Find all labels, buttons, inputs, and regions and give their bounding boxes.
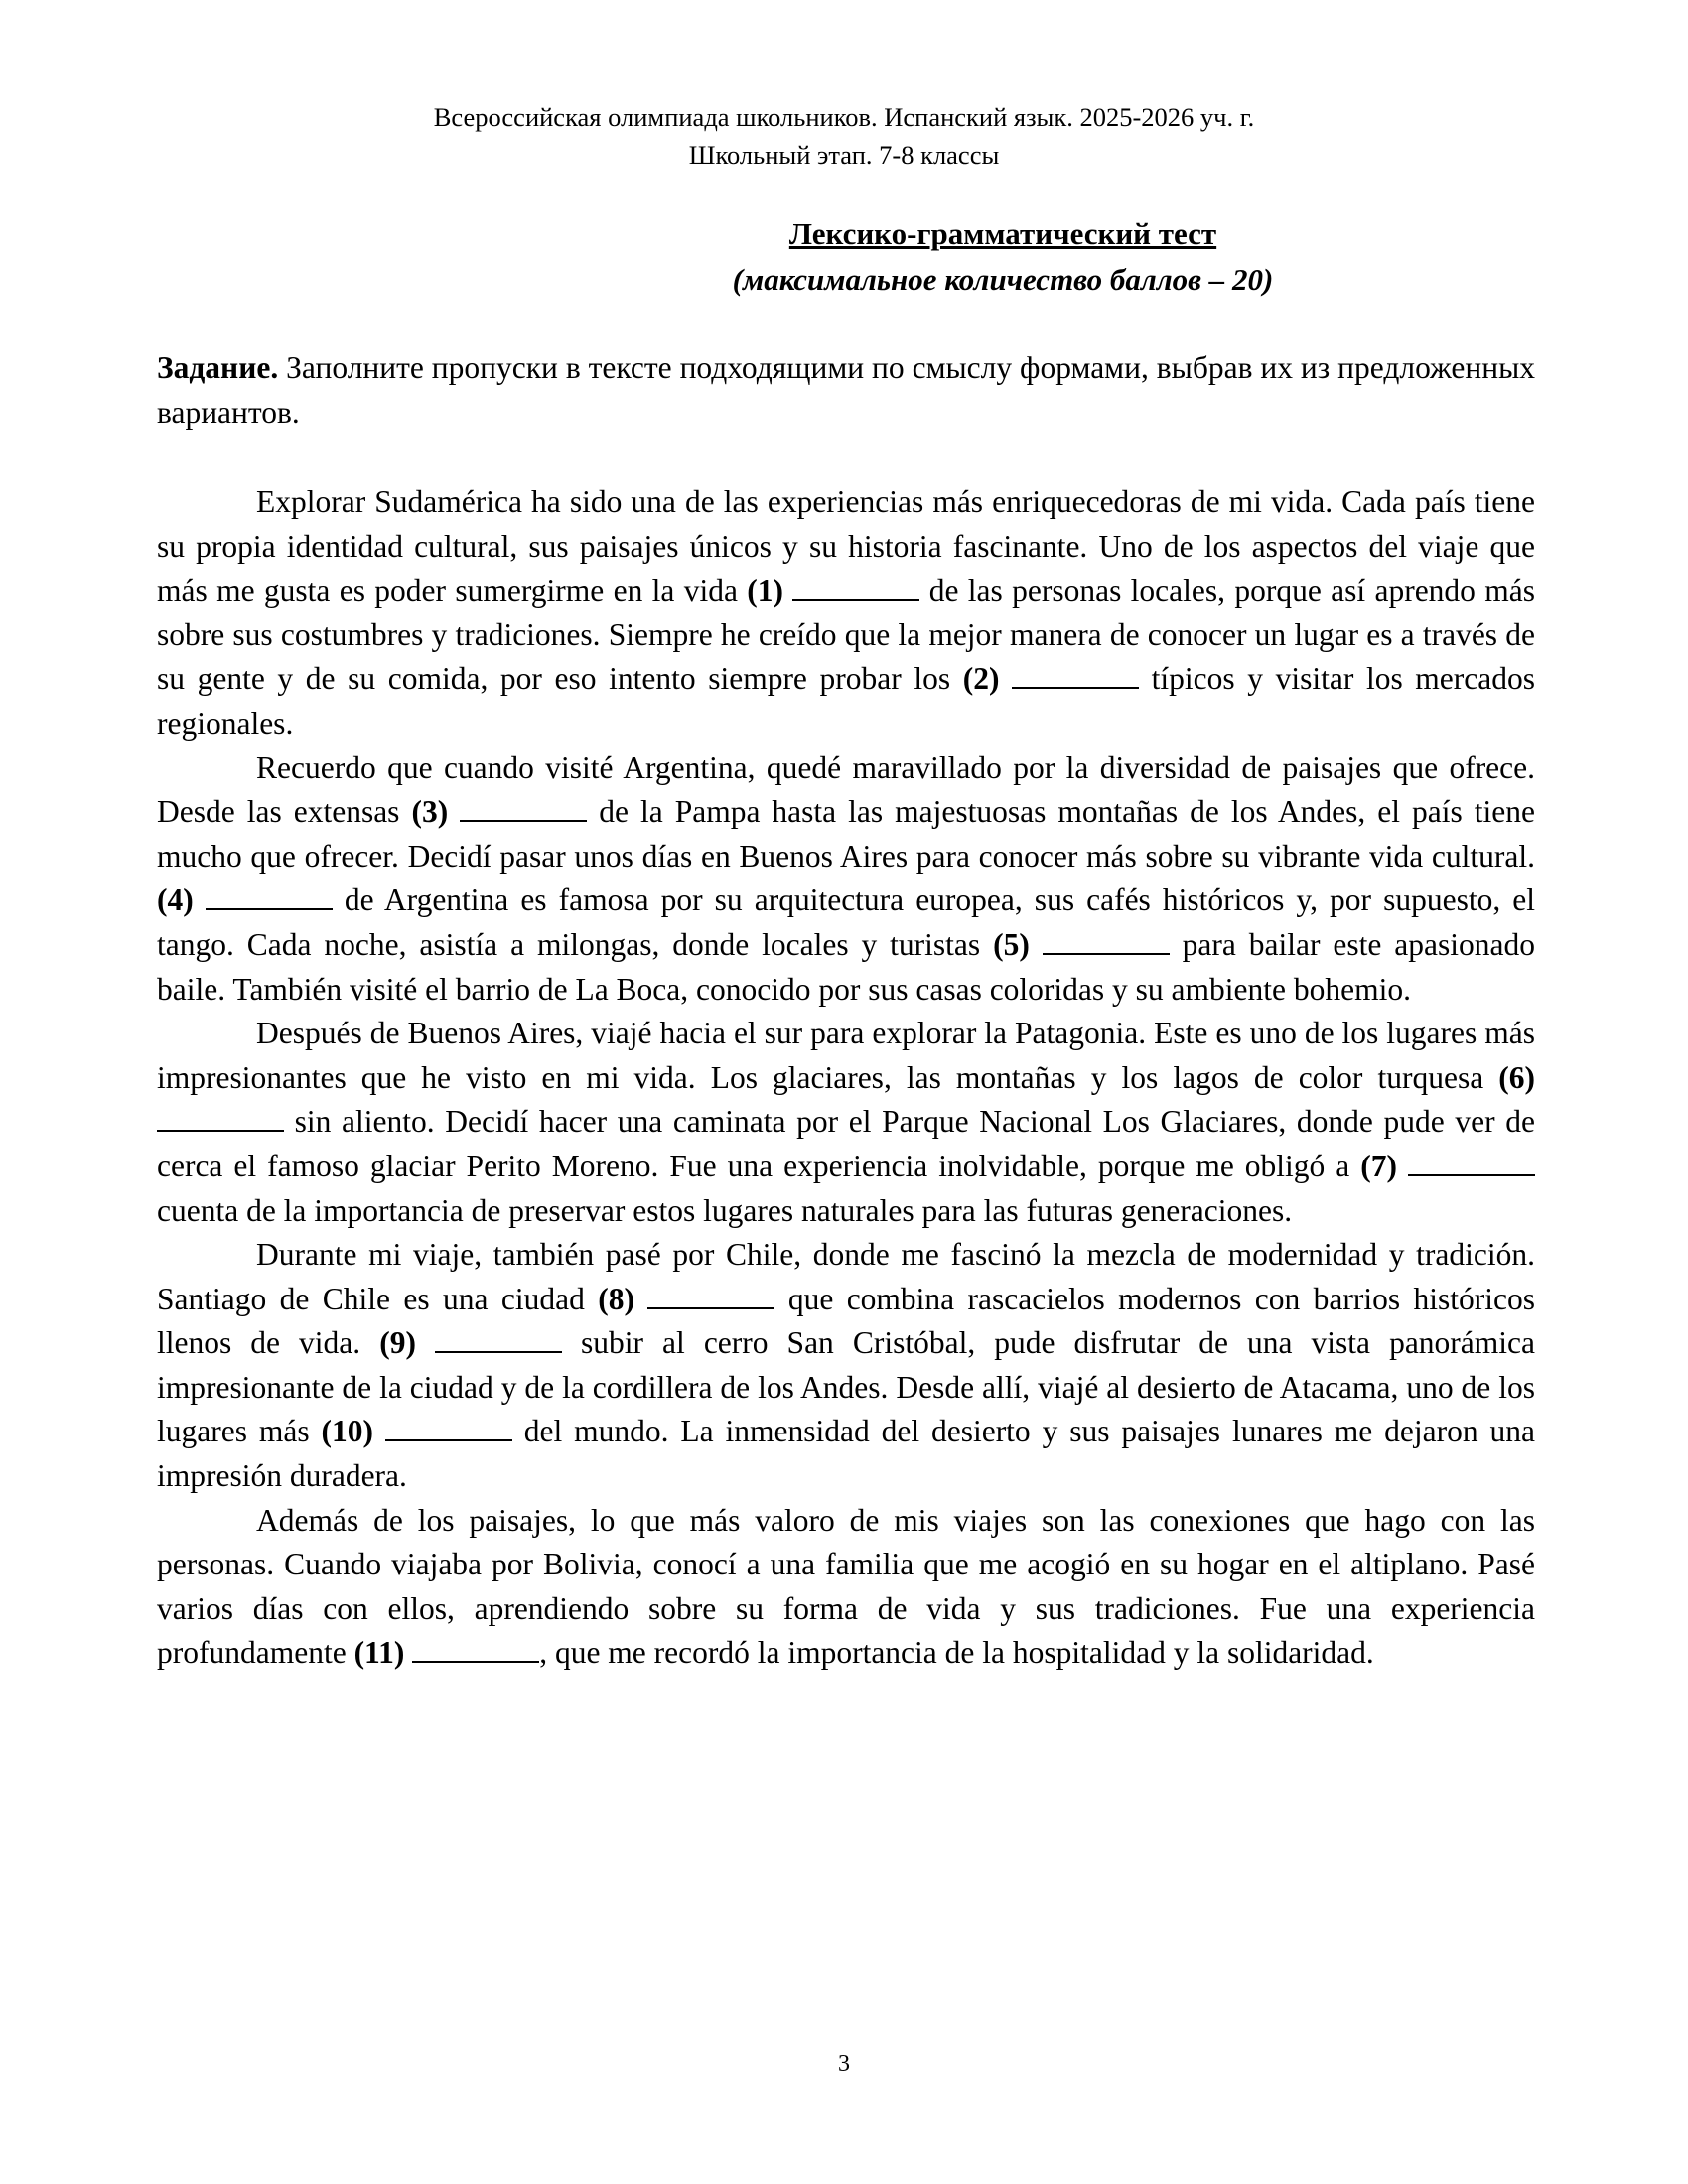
text-segment: , que me recordó la importancia de la hospitalidad y la solidaridad. (539, 1635, 1374, 1671)
task-text: Заполните пропуски в тексте подходящими по смыслу формами, выбрав их из предложенных вариантов. (157, 350, 1535, 430)
gap-number-8: (8) (598, 1281, 635, 1316)
gap-blank-8[interactable] (647, 1282, 774, 1309)
gap-number-2: (2) (962, 661, 1000, 697)
text-segment: Además de los paisajes, lo que más valoro de mis viajes son las conexiones que hago con las personas. Cuando viajaba por Bolivia, conocí a una familia que me acogió en su hogar en el altiplano. Pasé varios días con ellos, aprendiendo sobre su forma de vida y sus tradiciones. Fue una experiencia profundamente (157, 1502, 1535, 1671)
gap-number-9: (9) (379, 1325, 416, 1361)
text-segment: típicos y visitar los mercados regionales. (157, 661, 1535, 741)
gap-blank-11[interactable] (412, 1635, 539, 1663)
text-segment: para bailar este apasionado baile. También visité el barrio de La Boca, conocido por sus casas coloridas y su ambiente bohemio. (157, 926, 1535, 1007)
header-stage-line: Школьный этап. 7-8 классы (688, 140, 1000, 170)
gap-number-6: (6) (1498, 1059, 1535, 1095)
gap-blank-10[interactable] (385, 1414, 512, 1441)
text-segment: Explorar Sudamérica ha sido una de las experiencias más enriquecedoras de mi vida. Cada país tiene su propia identidad cultural, sus paisajes únicos y su historia fascinante. Uno de los aspectos del viaje que más me gusta es poder sumergirme en la vida (157, 484, 1535, 609)
paragraph-5 (157, 1499, 1535, 1676)
text-segment: de las personas locales, porque así aprendo más sobre sus costumbres y tradiciones. Siempre he creído que la mejor manera de conocer un lugar es a través de su gente y de su comida, por eso intento siempre probar los (157, 573, 1535, 697)
text-segment: Después de Buenos Aires, viajé hacia el sur para explorar la Patagonia. Este es uno de los lugares más impresionantes que he visto en mi vida. Los glaciares, las montañas y los lagos de color turquesa (157, 1016, 1535, 1095)
task-label: Задание. (157, 350, 279, 385)
gap-blank-3[interactable] (460, 794, 587, 822)
section-title: Лексико-грамматический тест (788, 216, 1217, 251)
gap-blank-2[interactable] (1012, 661, 1139, 689)
gap-number-7: (7) (1360, 1148, 1398, 1183)
text-segment: cuenta de la importancia de preservar estos lugares naturales para las futuras generaciones. (157, 1192, 1293, 1228)
text-segment: Recuerdo que cuando visité Argentina, quedé maravillado por la diversidad de paisajes que ofrece. Desde las extensas (157, 750, 1535, 830)
gap-number-1: (1) (747, 573, 784, 609)
gap-blank-4[interactable] (206, 883, 333, 910)
cloze-text (157, 480, 1535, 1676)
text-segment: del mundo. La inmensidad del desierto y sus paisajes lunares me dejaron una impresión duradera. (157, 1414, 1535, 1494)
text-segment: de la Pampa hasta las majestuosas montañas de los Andes, el país tiene mucho que ofrecer. Decidí pasar unos días en Buenos Aires para conocer más sobre su vibrante vida cultural. (157, 794, 1535, 874)
gap-number-11: (11) (353, 1635, 405, 1671)
paragraph-3 (157, 1012, 1535, 1233)
section-subtitle: (максимальное количество баллов – 20) (732, 262, 1274, 297)
gap-number-5: (5) (993, 926, 1030, 962)
gap-blank-7[interactable] (1408, 1149, 1535, 1176)
gap-number-3: (3) (411, 794, 449, 830)
paragraph-1 (157, 480, 1535, 747)
text-segment: sin aliento. Decidí hacer una caminata por el Parque Nacional Los Glaciares, donde pude ver de cerca el famoso glaciar Perito Moreno. Fue una experiencia inolvidable, porque me obligó a (157, 1104, 1535, 1183)
paragraph-4 (157, 1233, 1535, 1499)
task-instruction (157, 346, 1535, 435)
gap-number-4: (4) (157, 883, 194, 918)
gap-blank-9[interactable] (435, 1325, 562, 1353)
text-segment: de Argentina es famosa por su arquitectura europea, sus cafés históricos y, por supuesto, el tango. Cada noche, asistía a milongas, donde locales y turistas (157, 883, 1535, 962)
gap-blank-1[interactable] (792, 573, 919, 601)
text-segment: Durante mi viaje, también pasé por Chile, donde me fascinó la mezcla de modernidad y tradición. Santiago de Chile es una ciudad (157, 1237, 1535, 1316)
page-number: 3 (838, 2051, 850, 2077)
paragraph-2 (157, 747, 1535, 1013)
gap-blank-5[interactable] (1043, 927, 1170, 955)
header-olympiad-line: Всероссийская олимпиада школьников. Испанский язык. 2025-2026 уч. г. (433, 102, 1255, 132)
gap-number-10: (10) (321, 1414, 373, 1449)
text-segment: que combina rascacielos modernos con barrios históricos llenos de vida. (157, 1281, 1535, 1361)
gap-blank-6[interactable] (157, 1104, 284, 1132)
text-segment: subir al cerro San Cristóbal, pude disfrutar de una vista panorámica impresionante de la ciudad y de la cordillera de los Andes. Desde allí, viajé al desierto de Atacama, uno de los lugares más (157, 1325, 1535, 1449)
